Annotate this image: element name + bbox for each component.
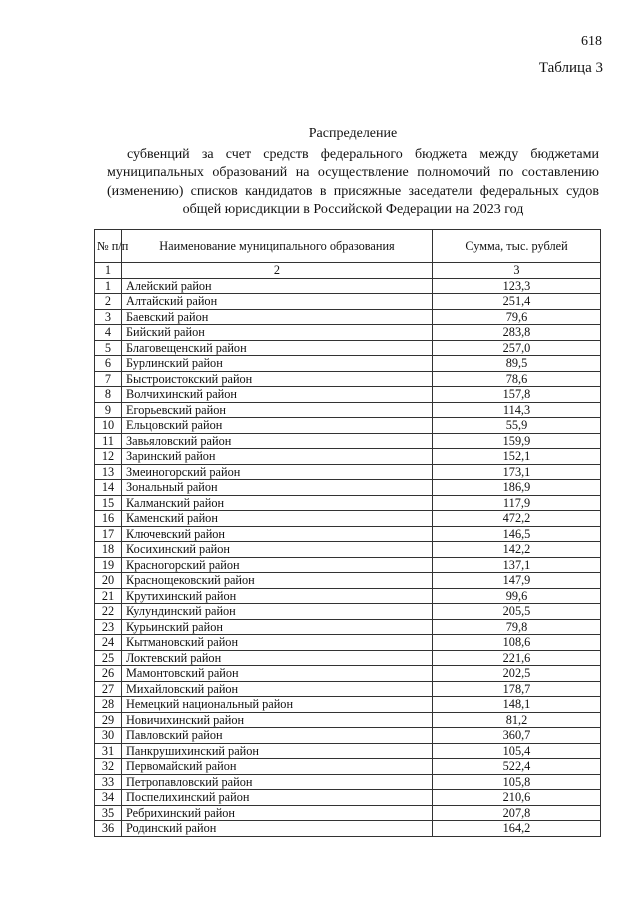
row-sum: 186,9 bbox=[433, 480, 601, 496]
row-num: 33 bbox=[95, 774, 122, 790]
row-num: 30 bbox=[95, 728, 122, 744]
row-name: Заринский район bbox=[122, 449, 433, 465]
table-row bbox=[95, 821, 601, 837]
column-index-3: 3 bbox=[433, 263, 601, 279]
row-name: Родинский район bbox=[122, 821, 433, 837]
table-row bbox=[95, 774, 601, 790]
table-row bbox=[95, 340, 601, 356]
table-row bbox=[95, 480, 601, 496]
row-sum: 157,8 bbox=[433, 387, 601, 403]
column-index-2: 2 bbox=[122, 263, 433, 279]
row-num: 5 bbox=[95, 340, 122, 356]
row-name: Косихинский район bbox=[122, 542, 433, 558]
row-name: Краснощековский район bbox=[122, 573, 433, 589]
row-sum: 202,5 bbox=[433, 666, 601, 682]
row-sum: 159,9 bbox=[433, 433, 601, 449]
table-row bbox=[95, 309, 601, 325]
row-num: 17 bbox=[95, 526, 122, 542]
row-name: Ребрихинский район bbox=[122, 805, 433, 821]
table-row bbox=[95, 495, 601, 511]
row-name: Михайловский район bbox=[122, 681, 433, 697]
row-sum: 251,4 bbox=[433, 294, 601, 310]
row-sum: 79,8 bbox=[433, 619, 601, 635]
row-num: 27 bbox=[95, 681, 122, 697]
row-num: 6 bbox=[95, 356, 122, 372]
row-num: 23 bbox=[95, 619, 122, 635]
row-sum: 360,7 bbox=[433, 728, 601, 744]
row-sum: 148,1 bbox=[433, 697, 601, 713]
row-sum: 146,5 bbox=[433, 526, 601, 542]
table-header-row bbox=[95, 230, 601, 263]
table-label: Таблица 3 bbox=[538, 60, 603, 76]
row-name: Локтевский район bbox=[122, 650, 433, 666]
row-name: Калманский район bbox=[122, 495, 433, 511]
row-sum: 81,2 bbox=[433, 712, 601, 728]
row-num: 22 bbox=[95, 604, 122, 620]
row-name: Павловский район bbox=[122, 728, 433, 744]
row-name: Бийский район bbox=[122, 325, 433, 341]
table-row bbox=[95, 418, 601, 434]
row-num: 16 bbox=[95, 511, 122, 527]
table-row bbox=[95, 356, 601, 372]
row-name: Кулундинский район bbox=[122, 604, 433, 620]
row-name: Быстроистокский район bbox=[122, 371, 433, 387]
row-num: 26 bbox=[95, 666, 122, 682]
row-name: Красногорский район bbox=[122, 557, 433, 573]
row-name: Мамонтовский район bbox=[122, 666, 433, 682]
row-num: 34 bbox=[95, 790, 122, 806]
row-num: 13 bbox=[95, 464, 122, 480]
row-name: Курьинский район bbox=[122, 619, 433, 635]
row-num: 29 bbox=[95, 712, 122, 728]
table-row bbox=[95, 449, 601, 465]
table-row bbox=[95, 278, 601, 294]
row-sum: 89,5 bbox=[433, 356, 601, 372]
row-sum: 522,4 bbox=[433, 759, 601, 775]
table-row bbox=[95, 681, 601, 697]
row-sum: 283,8 bbox=[433, 325, 601, 341]
table-row bbox=[95, 805, 601, 821]
row-num: 28 bbox=[95, 697, 122, 713]
table-row bbox=[95, 557, 601, 573]
row-num: 32 bbox=[95, 759, 122, 775]
row-name: Бурлинский район bbox=[122, 356, 433, 372]
row-sum: 178,7 bbox=[433, 681, 601, 697]
table-row bbox=[95, 433, 601, 449]
row-sum: 205,5 bbox=[433, 604, 601, 620]
row-name: Алейский район bbox=[122, 278, 433, 294]
row-sum: 137,1 bbox=[433, 557, 601, 573]
row-num: 8 bbox=[95, 387, 122, 403]
table-row bbox=[95, 526, 601, 542]
table-row bbox=[95, 464, 601, 480]
row-name: Каменский район bbox=[122, 511, 433, 527]
table-row bbox=[95, 728, 601, 744]
row-sum: 78,6 bbox=[433, 371, 601, 387]
row-num: 15 bbox=[95, 495, 122, 511]
row-num: 1 bbox=[95, 278, 122, 294]
row-num: 12 bbox=[95, 449, 122, 465]
row-num: 9 bbox=[95, 402, 122, 418]
table-row bbox=[95, 604, 601, 620]
row-num: 24 bbox=[95, 635, 122, 651]
row-name: Зональный район bbox=[122, 480, 433, 496]
header-num: № п/п bbox=[95, 230, 122, 263]
row-name: Баевский район bbox=[122, 309, 433, 325]
row-sum: 108,6 bbox=[433, 635, 601, 651]
row-name: Первомайский район bbox=[122, 759, 433, 775]
table-row bbox=[95, 635, 601, 651]
table-row bbox=[95, 650, 601, 666]
row-name: Панкрушихинский район bbox=[122, 743, 433, 759]
row-name: Поспелихинский район bbox=[122, 790, 433, 806]
table-row bbox=[95, 371, 601, 387]
table-row bbox=[95, 573, 601, 589]
header-name: Наименование муниципального образования bbox=[122, 230, 433, 263]
table-row bbox=[95, 511, 601, 527]
row-num: 36 bbox=[95, 821, 122, 837]
document-heading bbox=[107, 125, 599, 220]
row-name: Благовещенский район bbox=[122, 340, 433, 356]
row-sum: 99,6 bbox=[433, 588, 601, 604]
row-num: 4 bbox=[95, 325, 122, 341]
row-name: Егорьевский район bbox=[122, 402, 433, 418]
row-num: 7 bbox=[95, 371, 122, 387]
row-sum: 55,9 bbox=[433, 418, 601, 434]
table-row bbox=[95, 666, 601, 682]
row-sum: 210,6 bbox=[433, 790, 601, 806]
row-sum: 142,2 bbox=[433, 542, 601, 558]
table-body bbox=[95, 278, 601, 836]
row-name: Завьяловский район bbox=[122, 433, 433, 449]
row-num: 31 bbox=[95, 743, 122, 759]
column-index-1: 1 bbox=[95, 263, 122, 279]
row-sum: 164,2 bbox=[433, 821, 601, 837]
row-num: 3 bbox=[95, 309, 122, 325]
table-row bbox=[95, 325, 601, 341]
table-row bbox=[95, 759, 601, 775]
column-index-row bbox=[95, 263, 601, 279]
page-number: 618 bbox=[581, 34, 602, 49]
row-num: 11 bbox=[95, 433, 122, 449]
row-sum: 105,4 bbox=[433, 743, 601, 759]
row-num: 20 bbox=[95, 573, 122, 589]
row-name: Кытмановский район bbox=[122, 635, 433, 651]
row-name: Крутихинский район bbox=[122, 588, 433, 604]
row-sum: 105,8 bbox=[433, 774, 601, 790]
row-sum: 472,2 bbox=[433, 511, 601, 527]
row-name: Змеиногорский район bbox=[122, 464, 433, 480]
row-name: Новичихинский район bbox=[122, 712, 433, 728]
table-row bbox=[95, 542, 601, 558]
row-num: 21 bbox=[95, 588, 122, 604]
row-sum: 207,8 bbox=[433, 805, 601, 821]
distribution-table bbox=[94, 229, 601, 837]
row-num: 25 bbox=[95, 650, 122, 666]
table-row bbox=[95, 402, 601, 418]
row-num: 2 bbox=[95, 294, 122, 310]
table-row bbox=[95, 790, 601, 806]
header-sum: Сумма, тыс. рублей bbox=[433, 230, 601, 263]
row-num: 35 bbox=[95, 805, 122, 821]
row-num: 14 bbox=[95, 480, 122, 496]
table-row bbox=[95, 294, 601, 310]
row-name: Алтайский район bbox=[122, 294, 433, 310]
heading-title: Распределение bbox=[308, 126, 398, 141]
table-row bbox=[95, 743, 601, 759]
row-name: Петропавловский район bbox=[122, 774, 433, 790]
row-sum: 221,6 bbox=[433, 650, 601, 666]
row-sum: 114,3 bbox=[433, 402, 601, 418]
table-row bbox=[95, 387, 601, 403]
row-num: 18 bbox=[95, 542, 122, 558]
row-sum: 152,1 bbox=[433, 449, 601, 465]
row-sum: 147,9 bbox=[433, 573, 601, 589]
row-num: 10 bbox=[95, 418, 122, 434]
row-name: Немецкий национальный район bbox=[122, 697, 433, 713]
row-name: Ключевский район bbox=[122, 526, 433, 542]
row-name: Ельцовский район bbox=[122, 418, 433, 434]
table-row bbox=[95, 697, 601, 713]
row-sum: 79,6 bbox=[433, 309, 601, 325]
heading-subtitle: субвенций за счет средств федерального бюджета между бюджетами муниципальных образований на осуществление полномочий по составлению (изменению) списков кандидатов в присяжные заседатели федеральных судов общей юрисдикции в Российской Федерации на 2023 год bbox=[107, 146, 599, 217]
row-name: Волчихинский район bbox=[122, 387, 433, 403]
table-row bbox=[95, 619, 601, 635]
row-num: 19 bbox=[95, 557, 122, 573]
row-sum: 117,9 bbox=[433, 495, 601, 511]
row-sum: 173,1 bbox=[433, 464, 601, 480]
row-sum: 257,0 bbox=[433, 340, 601, 356]
row-sum: 123,3 bbox=[433, 278, 601, 294]
table-row bbox=[95, 588, 601, 604]
table-row bbox=[95, 712, 601, 728]
